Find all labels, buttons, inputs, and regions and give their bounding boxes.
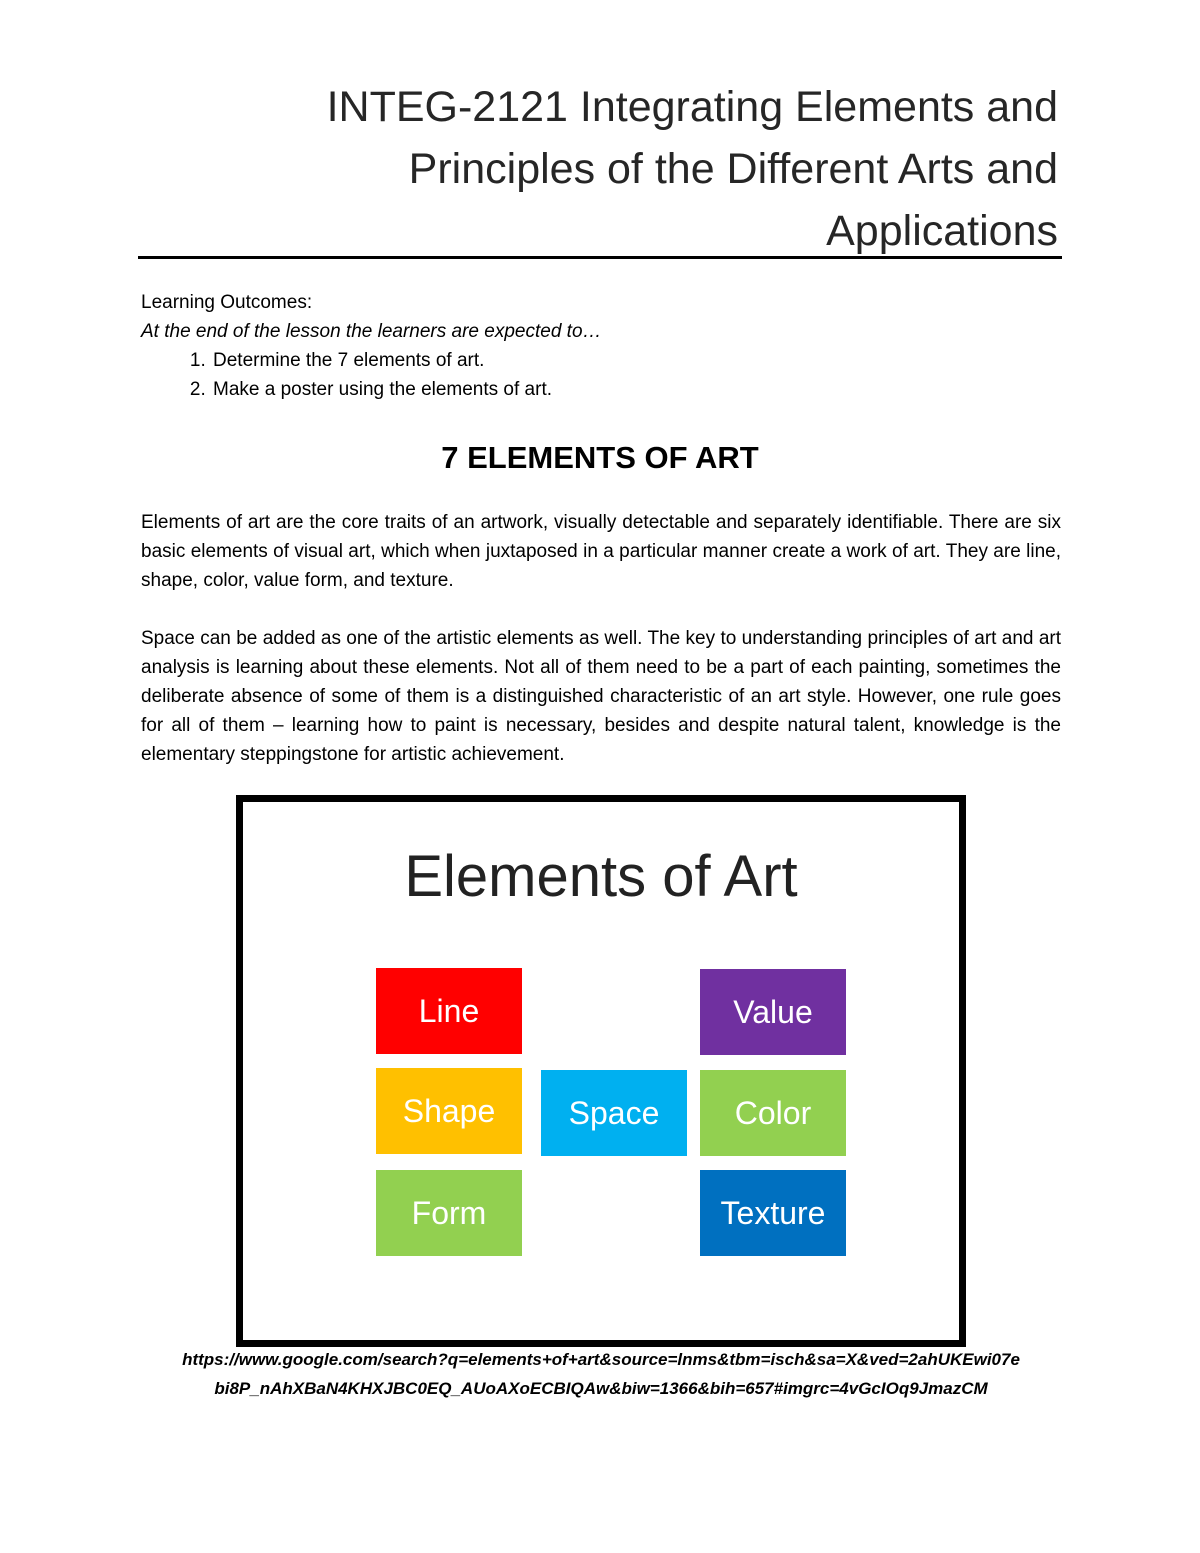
- tile-space: Space: [541, 1070, 687, 1156]
- tile-color: Color: [700, 1070, 846, 1156]
- list-item: 1. Determine the 7 elements of art.: [211, 346, 1081, 375]
- tile-line: Line: [376, 968, 522, 1054]
- title-line-2: Principles of the Different Arts and: [408, 145, 1058, 193]
- source-link-line-2: bi8P_nAhXBaN4KHXJBC0EQ_AUoAXoECBIQAw&biw=1366&bih=657#imgrc=4vGcIOq9JmazCM: [214, 1379, 988, 1398]
- learning-outcomes-intro: At the end of the lesson the learners are expected to…: [141, 321, 602, 342]
- title-line-1: INTEG-2121 Integrating Elements and: [326, 83, 1058, 131]
- tile-shape: Shape: [376, 1068, 522, 1154]
- source-link-line-1: https://www.google.com/search?q=elements+of+art&source=lnms&tbm=isch&sa=X&ved=2ahUKEwi07e: [182, 1350, 1020, 1369]
- tile-value: Value: [700, 969, 846, 1055]
- paragraph-space: Space can be added as one of the artistic elements as well. The key to understanding principles of art and art analysis is learning about these elements. Not all of them need to be a part of each painting, sometimes the deliberate absence of some of them is a distinguished characteristic of an art style. However, one rule goes for all of them – learning how to paint is necessary, besides and despite natural talent, knowledge is the elementary steppingstone for artistic achievement.: [141, 628, 1061, 765]
- title-divider: [138, 256, 1062, 259]
- learning-outcomes-label: Learning Outcomes:: [141, 292, 313, 313]
- list-item: 2. Make a poster using the elements of art.: [211, 375, 1081, 404]
- elements-of-art-figure: [236, 795, 966, 1347]
- section-heading: 7 ELEMENTS OF ART: [441, 440, 759, 475]
- source-link[interactable]: [141, 1345, 1061, 1403]
- title-line-3: Applications: [826, 207, 1058, 255]
- learning-outcomes-list: [141, 346, 1081, 404]
- figure-title: Elements of Art: [404, 844, 798, 909]
- tile-form: Form: [376, 1170, 522, 1256]
- paragraph-elements-intro: Elements of art are the core traits of an artwork, visually detectable and separately identifiable. There are six basic elements of visual art, which when juxtaposed in a particular manner create a work of art. They are line, shape, color, value form, and texture.: [141, 512, 1061, 591]
- learning-outcomes: [141, 288, 1081, 404]
- page-title: [158, 76, 1058, 262]
- tile-texture: Texture: [700, 1170, 846, 1256]
